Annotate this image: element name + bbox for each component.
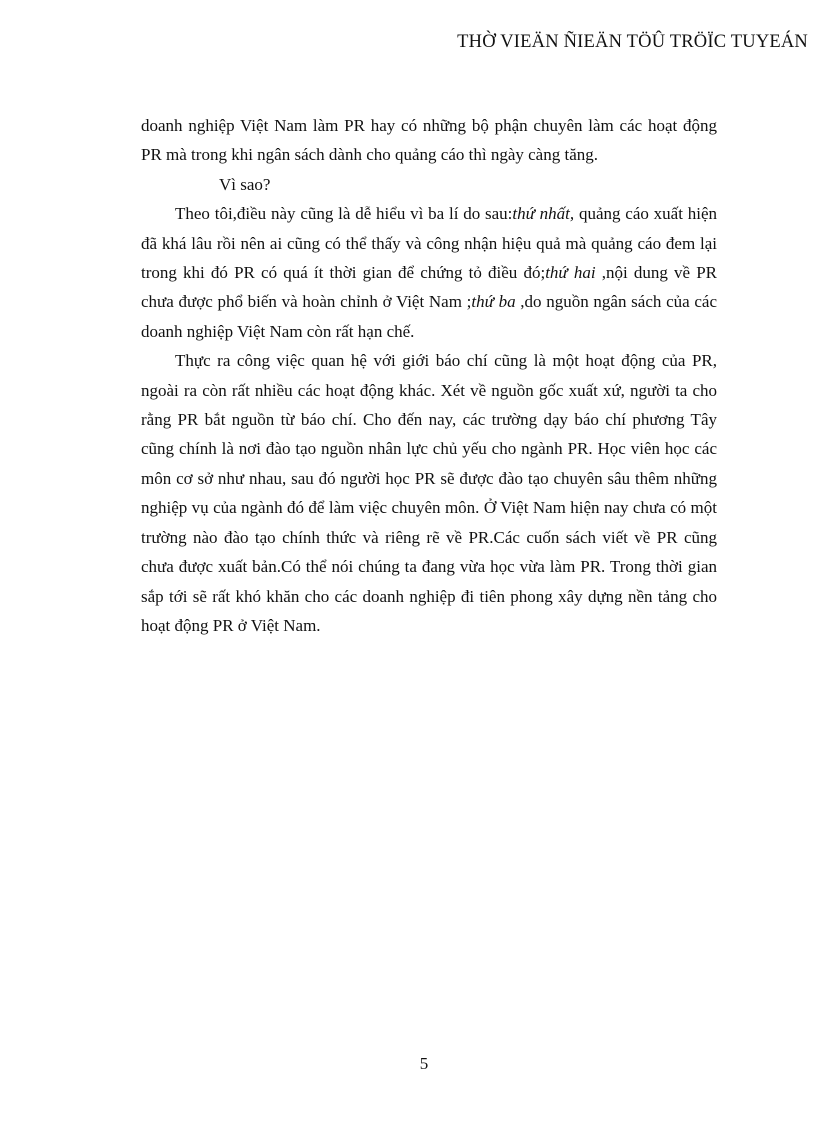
- paragraph-pr-origins: Thực ra công việc quan hệ với giới báo chí cũng là một hoạt động của PR, ngoài ra còn rất nhiều các hoạt động khác. Xét về nguồn gốc xuất xứ, người ta cho rằng PR bắt nguồn từ báo chí. Cho đến nay, các trường dạy báo chí phương Tây cũng chính là nơi đào tạo nguồn nhân lực chủ yếu cho ngành PR. Học viên học các môn cơ sở như nhau, sau đó người học PR sẽ được đào tạo chuyên sâu thêm những nghiệp vụ của ngành đó để làm việc chuyên môn. Ở Việt Nam hiện nay chưa có một trường nào đào tạo chính thức và riêng rẽ về PR.Các cuốn sách viết về PR cũng chưa được xuất bản.Có thể nói chúng ta đang vừa học vừa làm PR. Trong thời gian sắp tới sẽ rất khó khăn cho các doanh nghiệp đi tiên phong xây dựng nền tảng cho hoạt động PR ở Việt Nam.: [141, 351, 717, 635]
- running-header: THỜ VIEÄN ÑIEÄN TÖÛ TRÖÏC TUYEÁN: [457, 32, 808, 52]
- reasons-third-text: ,do nguồn ngân sách của các doanh nghiệp Việt Nam còn rất hạn chế.: [141, 292, 717, 341]
- emphasis-second: thứ hai: [545, 263, 596, 283]
- paragraph-reasons: [141, 199, 717, 346]
- page-number: 5: [419, 1054, 429, 1073]
- paragraph-continuation: doanh nghiệp Việt Nam làm PR hay có những bộ phận chuyên làm các hoạt động PR mà trong khi ngân sách dành cho quảng cáo thì ngày càng tăng.: [141, 116, 717, 165]
- reasons-first-text: quảng cáo xuất hiện đã khá lâu rồi nên ai cũng có thể thấy và công nhận hiệu quả mà quảng cáo đem lại trong khi đó PR có quá ít thời gian để chứng tỏ điều đó;: [141, 204, 717, 283]
- reasons-second-text: ,nội dung về PR chưa được phổ biến và hoàn chỉnh ở Việt Nam ;: [141, 263, 717, 312]
- emphasis-third: thứ ba: [471, 292, 516, 312]
- document-body: [141, 111, 717, 640]
- reasons-intro: Theo tôi,điều này cũng là dễ hiểu vì ba lí do sau:: [175, 204, 513, 224]
- emphasis-first: thứ nhất,: [512, 204, 575, 224]
- paragraph-question: Vì sao?: [219, 174, 271, 194]
